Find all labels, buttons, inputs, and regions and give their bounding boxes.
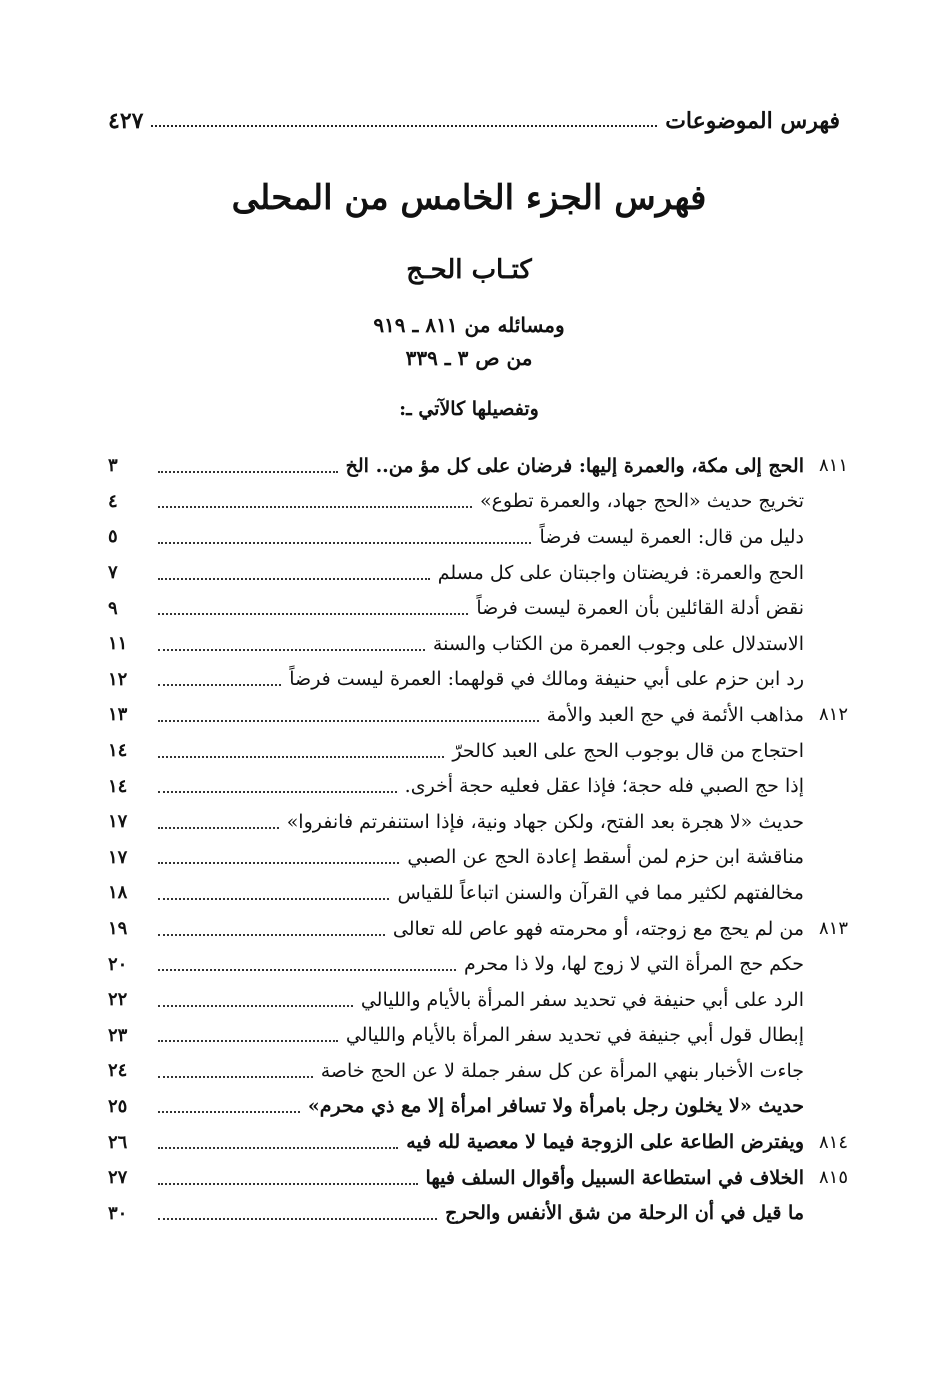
leader-dots xyxy=(158,898,389,900)
page-number: ٤٢٧ xyxy=(108,108,144,134)
toc-entry xyxy=(108,733,848,769)
leader-dots xyxy=(158,1183,418,1185)
entry-title: نقض أدلة القائلين بأن العمرة ليست فرضاً xyxy=(476,597,804,620)
toc-entry xyxy=(108,555,848,591)
entry-page: ٢٢ xyxy=(108,989,128,1011)
toc-entry xyxy=(108,982,848,1018)
entry-title: الحج والعمرة: فريضتان واجبتان على كل مسلم xyxy=(437,561,804,584)
entry-title: ما قيل في أن الرحلة من شق الأنفس والحرج xyxy=(445,1202,804,1225)
entry-page: ٩ xyxy=(108,597,118,619)
entry-page: ٢٦ xyxy=(108,1131,128,1153)
running-header-title: فهرس الموضوعات xyxy=(665,108,840,134)
entry-title: الرد على أبي حنيفة في تحديد سفر المرأة بالأيام والليالي xyxy=(360,988,804,1011)
toc-entry xyxy=(108,519,848,555)
entry-title: إذا حج الصبي فله حجة؛ فإذا عقل فعليه حجة أخرى. xyxy=(404,775,804,798)
entry-page: ١٤ xyxy=(108,740,128,762)
entry-title: الاستدلال على وجوب العمرة من الكتاب والسنة xyxy=(432,632,804,655)
entry-title: دليل من قال: العمرة ليست فرضاً xyxy=(539,525,804,548)
leader-dots xyxy=(158,720,539,722)
leader-dots xyxy=(158,542,531,544)
toc-entry xyxy=(108,1160,848,1196)
leader-dots xyxy=(158,791,397,793)
entry-title: حكم حج المرأة التي لا زوج لها، ولا ذا محرم xyxy=(463,953,804,976)
issue-number: ٨١٣ xyxy=(818,918,848,940)
entry-title: ويفترض الطاعة على الزوجة فيما لا معصية لله فيه xyxy=(406,1131,804,1154)
entry-page: ١٤ xyxy=(108,775,128,797)
issues-range: ومسائله من ٨١١ ـ ٩١٩ xyxy=(373,313,565,337)
leader-dots xyxy=(158,827,279,829)
toc-entry xyxy=(108,946,848,982)
entry-title: من لم يحج مع زوجته، أو محرمته فهو عاص لله تعالى xyxy=(392,917,804,940)
issue-number: ٨١١ xyxy=(818,455,848,477)
running-header xyxy=(108,100,840,134)
entry-title: احتجاج من قال بوجوب الحج على العبد كالحرّ xyxy=(452,739,804,762)
book-title: كتـاب الحـج xyxy=(406,255,532,285)
toc-entry xyxy=(108,626,848,662)
intro-line: وتفصيلها كالآتي ـ: xyxy=(399,398,539,420)
pages-range: من ص ٣ ـ ٣٣٩ xyxy=(405,346,533,370)
leader-dots xyxy=(158,1040,338,1042)
entry-page: ٢٣ xyxy=(108,1024,128,1046)
leader-dots xyxy=(158,1218,437,1220)
entry-title: الحج إلى مكة، والعمرة إليها: فرضان على كل مؤ من.. الخ xyxy=(345,454,804,477)
issue-number: ٨١٢ xyxy=(818,704,848,726)
leader-dots xyxy=(158,1111,300,1113)
toc-entry xyxy=(108,448,848,484)
entry-title: حديث «لا يخلون رجل بامرأة ولا تسافر امرأة إلا مع ذي محرم» xyxy=(307,1095,804,1118)
entry-page: ١٢ xyxy=(108,668,128,690)
toc-entry xyxy=(108,840,848,876)
entry-page: ٧ xyxy=(108,562,118,584)
toc-entry xyxy=(108,1124,848,1160)
toc-entry xyxy=(108,484,848,520)
entry-page: ١٨ xyxy=(108,882,128,904)
leader-dots xyxy=(151,125,657,127)
toc-entry xyxy=(108,875,848,911)
entry-page: ٣٠ xyxy=(108,1202,128,1224)
toc-entry xyxy=(108,1018,848,1054)
leader-dots xyxy=(158,969,456,971)
toc-entry xyxy=(108,590,848,626)
entry-page: ٥ xyxy=(108,526,118,548)
entry-page: ٣ xyxy=(108,455,118,477)
entry-page: ٤ xyxy=(108,490,118,512)
entry-page: ١٧ xyxy=(108,811,128,833)
entry-title: حديث «لا هجرة بعد الفتح، ولكن جهاد ونية، فإذا استنفرتم فانفروا» xyxy=(286,810,804,833)
entry-page: ٢٧ xyxy=(108,1167,128,1189)
leader-dots xyxy=(158,1005,353,1007)
toc-entry xyxy=(108,804,848,840)
leader-dots xyxy=(158,578,430,580)
toc-list xyxy=(108,448,848,1231)
leader-dots xyxy=(158,684,281,686)
toc-entry xyxy=(108,911,848,947)
entry-title: مناقشة ابن حزم لمن أسقط إعادة الحج عن الصبي xyxy=(407,846,804,869)
entry-title: مخالفتهم لكثير مما في القرآن والسنن اتباعاً للقياس xyxy=(397,881,804,904)
entry-title: رد ابن حزم على أبي حنيفة ومالك في قولهما: العمرة ليست فرضاً xyxy=(289,668,804,691)
entry-page: ٢٤ xyxy=(108,1060,128,1082)
issue-number: ٨١٤ xyxy=(818,1131,848,1153)
entry-page: ١٣ xyxy=(108,704,128,726)
entry-title: مذاهب الأئمة في حج العبد والأمة xyxy=(546,703,804,726)
leader-dots xyxy=(158,471,338,473)
entry-page: ٢٥ xyxy=(108,1095,128,1117)
entry-title: تخريج حديث «الحج جهاد، والعمرة تطوع» xyxy=(479,490,804,513)
leader-dots xyxy=(158,756,444,758)
leader-dots xyxy=(158,649,425,651)
toc-entry xyxy=(108,1195,848,1231)
leader-dots xyxy=(158,1147,398,1149)
entry-page: ١١ xyxy=(108,633,128,655)
leader-dots xyxy=(158,1076,313,1078)
entry-page: ٢٠ xyxy=(108,953,128,975)
entry-page: ١٩ xyxy=(108,918,128,940)
entry-title: إبطال قول أبي جنيفة في تحديد سفر المرأة بالأيام والليالي xyxy=(345,1024,804,1047)
leader-dots xyxy=(158,613,468,615)
toc-entry xyxy=(108,1053,848,1089)
toc-entry xyxy=(108,662,848,698)
entry-title: الخلاف في استطاعة السبيل وأقوال السلف فيها xyxy=(425,1166,804,1189)
leader-dots xyxy=(158,862,399,864)
index-title: فهرس الجزء الخامس من المحلى xyxy=(231,178,707,218)
leader-dots xyxy=(158,506,472,508)
issue-number: ٨١٥ xyxy=(818,1167,848,1189)
leader-dots xyxy=(158,934,385,936)
entry-page: ١٧ xyxy=(108,846,128,868)
toc-entry xyxy=(108,768,848,804)
entry-title: جاءت الأخبار بنهي المرأة عن كل سفر جملة لا عن الحج خاصة xyxy=(320,1059,804,1082)
toc-entry xyxy=(108,697,848,733)
toc-entry xyxy=(108,1089,848,1125)
